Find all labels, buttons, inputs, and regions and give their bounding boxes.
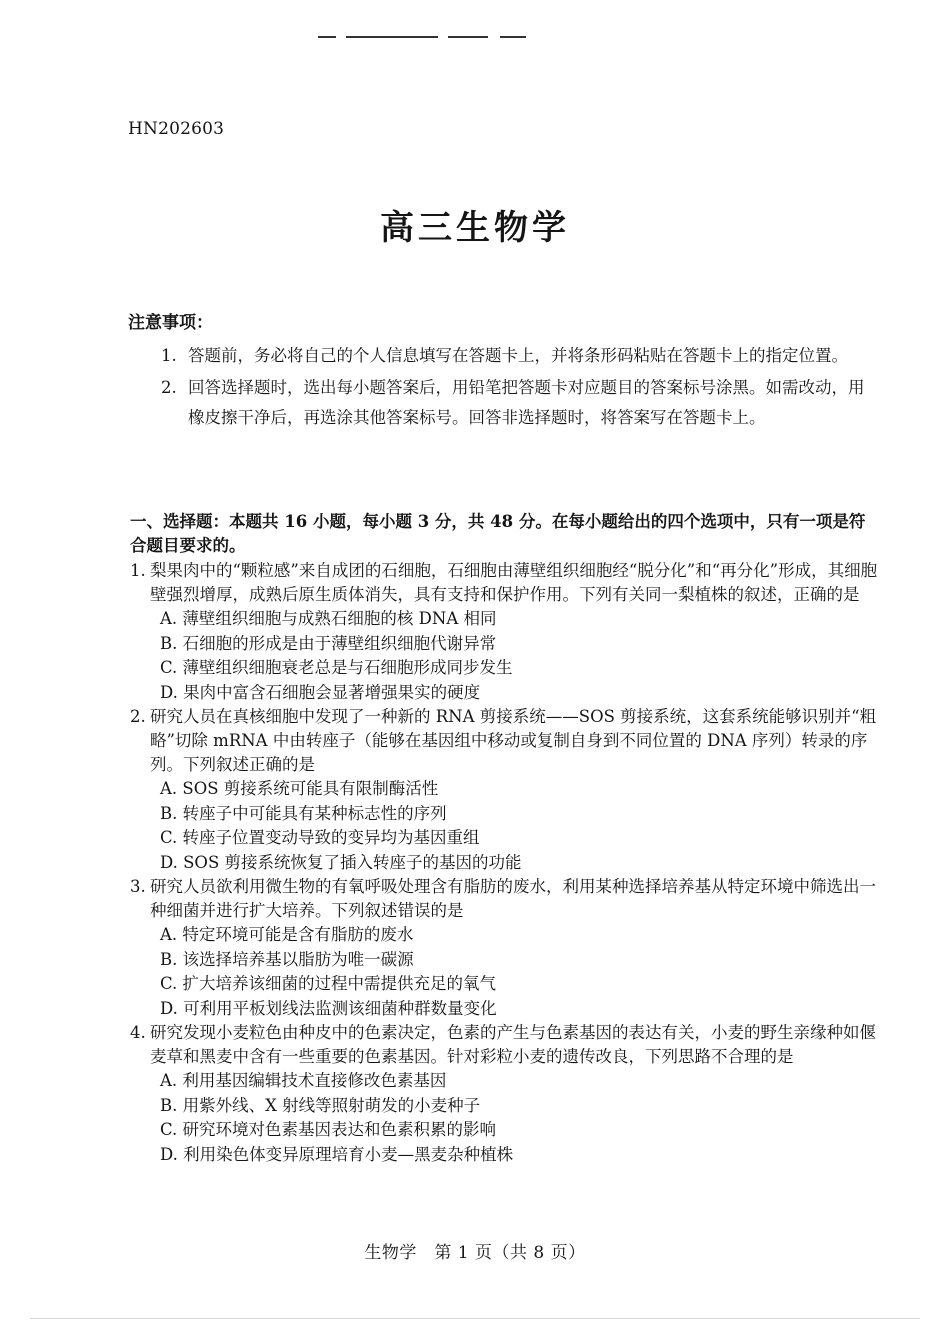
question-4 xyxy=(130,1021,880,1167)
choice-section xyxy=(130,510,880,1167)
notice-item-number: 2. xyxy=(161,378,177,397)
question-stem xyxy=(130,705,880,777)
page-footer: 生物学 第 1 页（共 8 页） xyxy=(364,1243,586,1263)
option-a: A. 特定环境可能是含有脂肪的废水 xyxy=(160,925,414,944)
notice-item-text: 答题前，务必将自己的个人信息填写在答题卡上，并将条形码粘贴在答题卡上的指定位置。 xyxy=(188,346,848,365)
question-1 xyxy=(130,559,880,705)
option-b: B. 该选择培养基以脂肪为唯一碳源 xyxy=(160,949,414,969)
question-2 xyxy=(130,705,880,875)
question-stem xyxy=(130,875,880,923)
section-heading xyxy=(130,510,880,558)
option-a: A. SOS 剪接系统可能具有限制酶活性 xyxy=(160,779,439,798)
option-d: D. 可利用平板划线法监测该细菌种群数量变化 xyxy=(160,998,497,1018)
option-c: C. 研究环境对色素基因表达和色素积累的影响 xyxy=(160,1120,497,1139)
question-number: 1. xyxy=(130,561,146,580)
notice-item-1 xyxy=(128,341,878,371)
question-3 xyxy=(130,875,880,1021)
question-text: 梨果肉中的“颗粒感”来自成团的石细胞，石细胞由薄壁组织细胞经“脱分化”和“再分化”形成，其细胞壁强烈增厚，成熟后原生质体消失，具有支持和保护作用。下列有关同一梨植株的叙述，正确的是 xyxy=(150,561,878,604)
notice-item-text: 回答选择题时，选出每小题答案后，用铅笔把答题卡对应题目的答案标号涂黑。如需改动，用橡皮擦干净后，再选涂其他答案标号。回答非选择题时，将答案写在答题卡上。 xyxy=(188,378,865,427)
option-b: B. 石细胞的形成是由于薄壁组织细胞代谢异常 xyxy=(160,633,497,653)
scan-marks xyxy=(318,36,528,40)
question-text: 研究人员在真核细胞中发现了一种新的 RNA 剪接系统——SOS 剪接系统，这套系统能够识别并“粗略”切除 mRNA 中由转座子（能够在基因组中移动或复制自身到不同位置的 DNA 序列）转录的序列。下列叙述正确的是 xyxy=(150,707,877,774)
question-number: 4. xyxy=(130,1023,146,1042)
option-d: D. SOS 剪接系统恢复了插入转座子的基因的功能 xyxy=(160,852,522,872)
option-b: B. 转座子中可能具有某种标志性的序列 xyxy=(160,803,447,823)
question-stem xyxy=(130,1021,880,1069)
option-c: C. 扩大培养该细菌的过程中需提供充足的氧气 xyxy=(160,974,497,993)
notice-item-2 xyxy=(128,373,878,433)
notice-heading: 注意事项： xyxy=(128,313,213,333)
question-stem xyxy=(130,559,880,607)
option-a: A. 薄壁组织细胞与成熟石细胞的核 DNA 相同 xyxy=(160,609,497,628)
question-text: 研究发现小麦粒色由种皮中的色素决定，色素的产生与色素基因的表达有关，小麦的野生亲缘种如偃麦草和黑麦中含有一些重要的色素基因。针对彩粒小麦的遗传改良，下列思路不合理的是 xyxy=(150,1023,876,1066)
option-a: A. 利用基因编辑技术直接修改色素基因 xyxy=(160,1071,447,1090)
question-text: 研究人员欲利用微生物的有氧呼吸处理含有脂肪的废水，利用某种选择培养基从特定环境中筛选出一种细菌并进行扩大培养。下列叙述错误的是 xyxy=(150,877,876,920)
notice-block xyxy=(128,312,878,435)
notice-item-number: 1. xyxy=(161,346,177,365)
option-c: C. 薄壁组织细胞衰老总是与石细胞形成同步发生 xyxy=(160,658,513,677)
scan-edge-line xyxy=(30,1318,920,1319)
question-number: 2. xyxy=(130,707,146,726)
option-b: B. 用紫外线、X 射线等照射萌发的小麦种子 xyxy=(160,1095,481,1115)
option-d: D. 利用染色体变异原理培育小麦—黑麦杂种植株 xyxy=(160,1144,514,1164)
section-heading-text: 一、选择题：本题共 16 小题，每小题 3 分，共 48 分。在每小题给出的四个选项中，只有一项是符合题目要求的。 xyxy=(130,512,866,555)
option-c: C. 转座子位置变动导致的变异均为基因重组 xyxy=(160,828,480,847)
option-d: D. 果肉中富含石细胞会显著增强果实的硬度 xyxy=(160,682,481,702)
exam-code: HN202603 xyxy=(128,119,225,139)
question-number: 3. xyxy=(130,877,146,896)
exam-title: 高三生物学 xyxy=(380,208,570,248)
